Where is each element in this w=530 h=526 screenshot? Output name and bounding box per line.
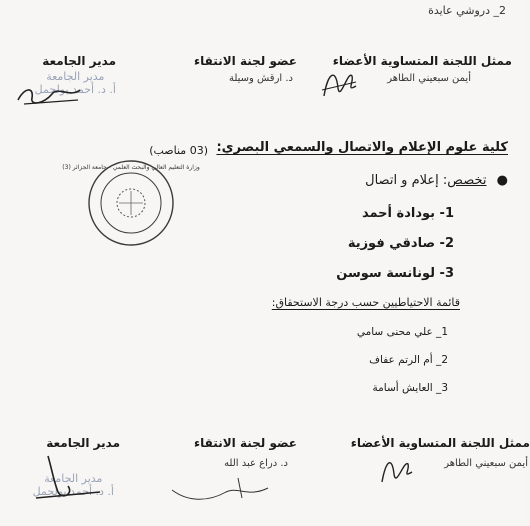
reserve-title: قائمة الاحتياطيين حسب درجة الاستحقاق: xyxy=(271,296,460,309)
committee-rep-name: أيمن سبعيني الطاهر xyxy=(387,73,471,84)
director-label: مدير الجامعة xyxy=(42,54,116,68)
svg-text:وزارة التعليم العالي والبحث ال: وزارة التعليم العالي والبحث العلمي - جامعة الجزائر (3) xyxy=(62,164,200,171)
director-label-bottom: مدير الجامعة xyxy=(46,436,120,450)
candidate-1: 1- بودادة أحمد xyxy=(361,206,454,221)
candidate-2: 2- صادقي فوزية xyxy=(347,236,454,251)
committee-rep-signature xyxy=(318,62,360,104)
selection-member-label-bottom: عضو لجنة الانتقاء xyxy=(194,436,297,450)
bullet-icon: ● xyxy=(496,173,508,188)
round-seal xyxy=(62,158,200,248)
committee-rep-label-bottom: ممثل اللجنة المتساوية الأعضاء xyxy=(350,436,530,450)
selection-member-name-bottom: د. دراع عبد الله xyxy=(224,458,288,469)
director-signature xyxy=(14,68,84,110)
selection-member-signature-bottom xyxy=(168,468,278,508)
committee-rep-signature-bottom xyxy=(376,450,416,490)
reserve-item-2: 2_ أم الرتم عفاف xyxy=(369,354,448,366)
selection-member-name: د. ارقش وسيلة xyxy=(228,73,293,84)
committee-rep-label: ممثل اللجنة المتساوية الأعضاء xyxy=(332,54,512,68)
reserve-item-1: 1_ علي محنى سامي xyxy=(356,326,448,338)
director-stamp: مدير الجامعة أ. د. أحمد بولحمل xyxy=(34,70,116,96)
director-signature-bottom xyxy=(28,452,108,508)
faculty-title: كلية علوم الإعلام والاتصال والسمعي البصري: xyxy=(216,140,508,155)
selection-member-label: عضو لجنة الانتقاء xyxy=(194,54,297,68)
specialty-line: ● تخصص: إعلام و اتصال xyxy=(365,173,508,188)
director-stamp-bottom: مدير الجامعة أ. د. أحمد بولحمل xyxy=(32,472,114,498)
candidate-3: 3- لونانسة سوسن xyxy=(336,266,454,281)
reserve-item-3: 3_ العايش أسامة xyxy=(372,382,448,394)
top-list-item: 2_ دروشي عايدة xyxy=(428,4,506,17)
committee-rep-name-bottom: أيمن سبعيني الطاهر xyxy=(444,458,528,469)
faculty-positions: (03 مناصب) xyxy=(149,144,208,157)
